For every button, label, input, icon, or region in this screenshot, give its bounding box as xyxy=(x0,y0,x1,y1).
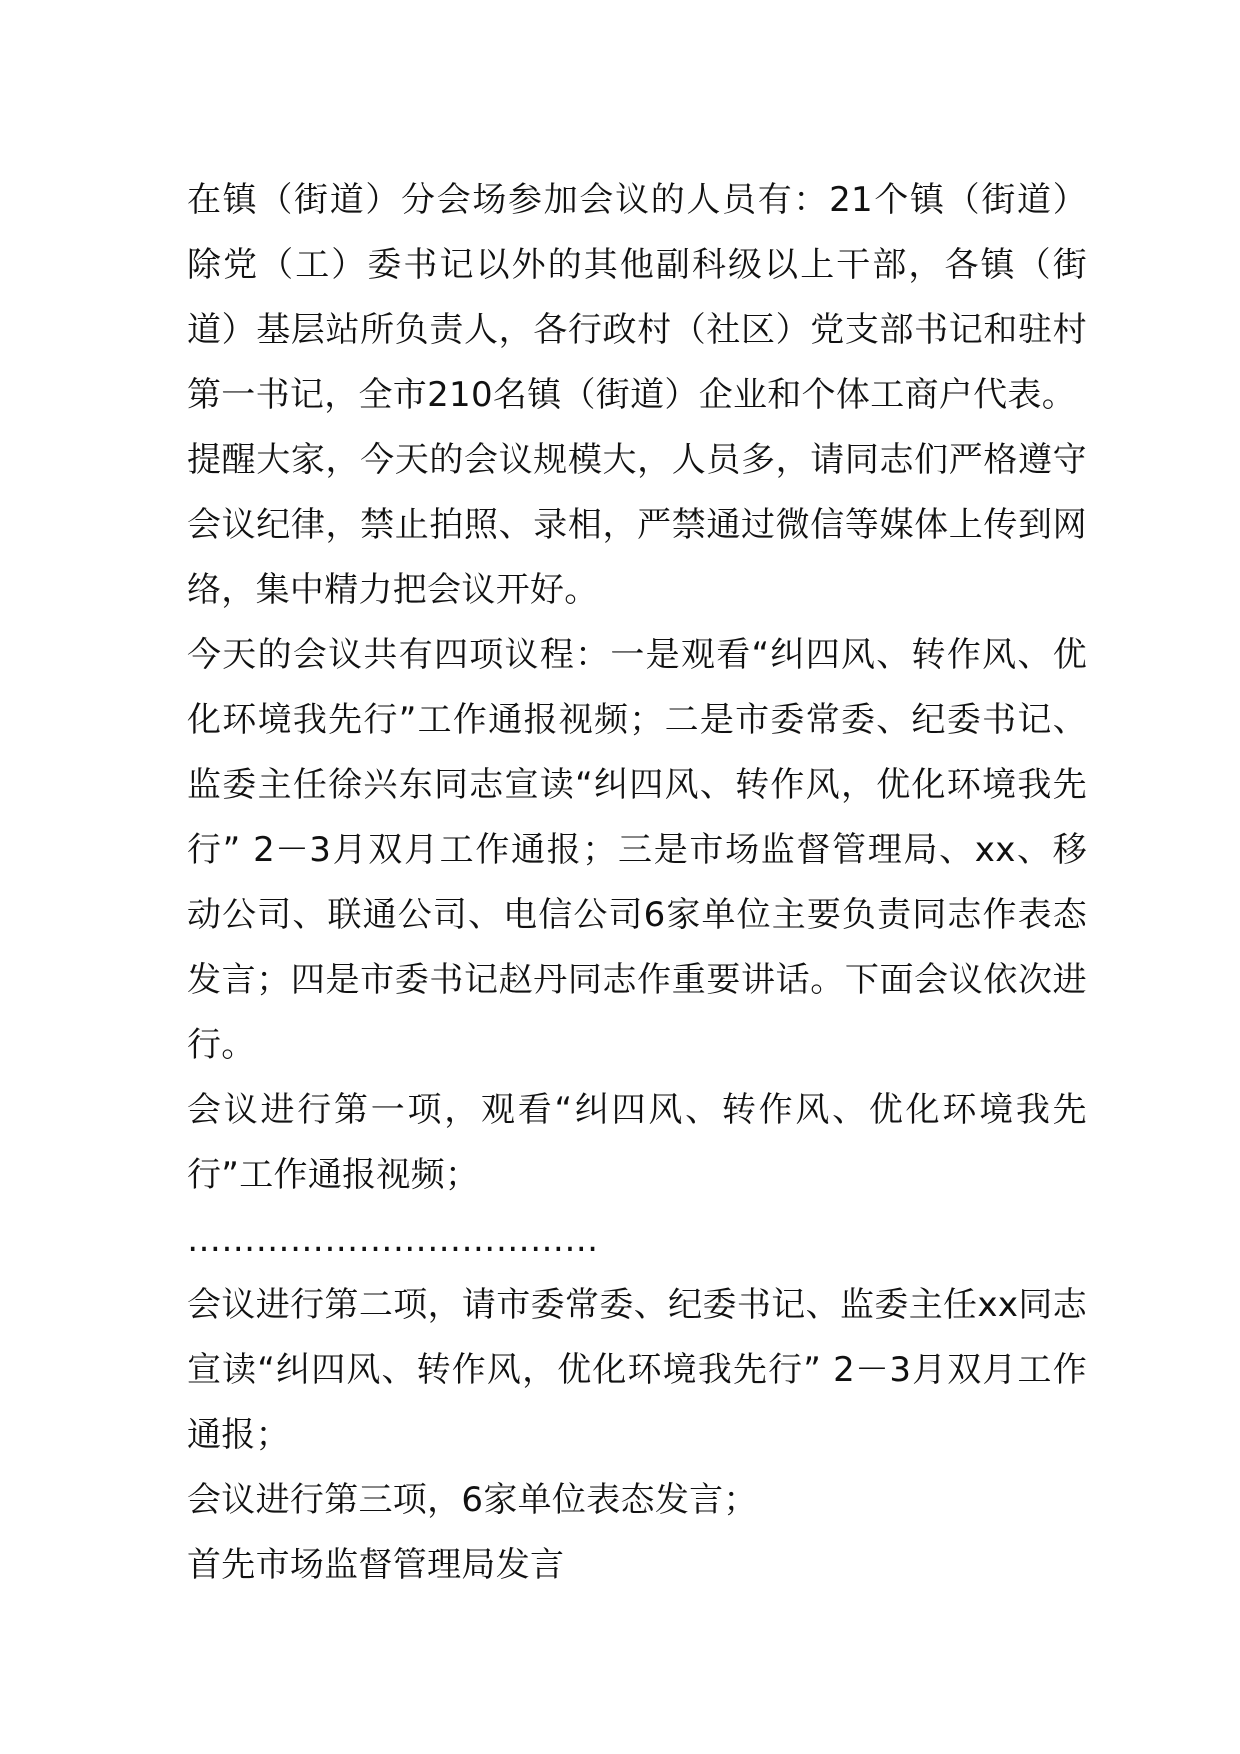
paragraph-attendees: 在镇（街道）分会场参加会议的人员有：21个镇（街道）除党（工）委书记以外的其他副科级以上干部，各镇（街道）基层站所负责人，各行政村（社区）党支部书记和驻村第一书记，全市210名镇（街道）企业和个体工商户代表。 xyxy=(187,180,1087,415)
paragraph-item-two: 会议进行第二项，请市委常委、纪委书记、监委主任xx同志宣读“纠四风、转作风，优化环境我先行” 2－3月双月工作通报； xyxy=(187,1285,1087,1455)
paragraph-discipline-reminder: 提醒大家，今天的会议规模大，人员多，请同志们严格遵守会议纪律，禁止拍照、录相，严禁通过微信等媒体上传到网络，集中精力把会议开好。 xyxy=(187,440,1087,610)
paragraph-agenda: 今天的会议共有四项议程：一是观看“纠四风、转作风、优化环境我先行”工作通报视频；二是市委常委、纪委书记、监委主任徐兴东同志宣读“纠四风、转作风，优化环境我先行” 2－3月双月工作通报；三是市场监督管理局、xx、移动公司、联通公司、电信公司6家单位主要负责同志作表态发言；四是市委书记赵丹同志作重要讲话。下面会议依次进行。 xyxy=(187,635,1087,1065)
paragraph-item-three: 会议进行第三项，6家单位表态发言； xyxy=(187,1480,758,1520)
paragraph-ellipsis: ……………………………… xyxy=(187,1220,599,1260)
paragraph-item-one: 会议进行第一项，观看“纠四风、转作风、优化环境我先行”工作通报视频； xyxy=(187,1090,1087,1195)
document-body xyxy=(187,168,1087,1598)
paragraph-first-speaker: 首先市场监督管理局发言 xyxy=(187,1545,565,1585)
